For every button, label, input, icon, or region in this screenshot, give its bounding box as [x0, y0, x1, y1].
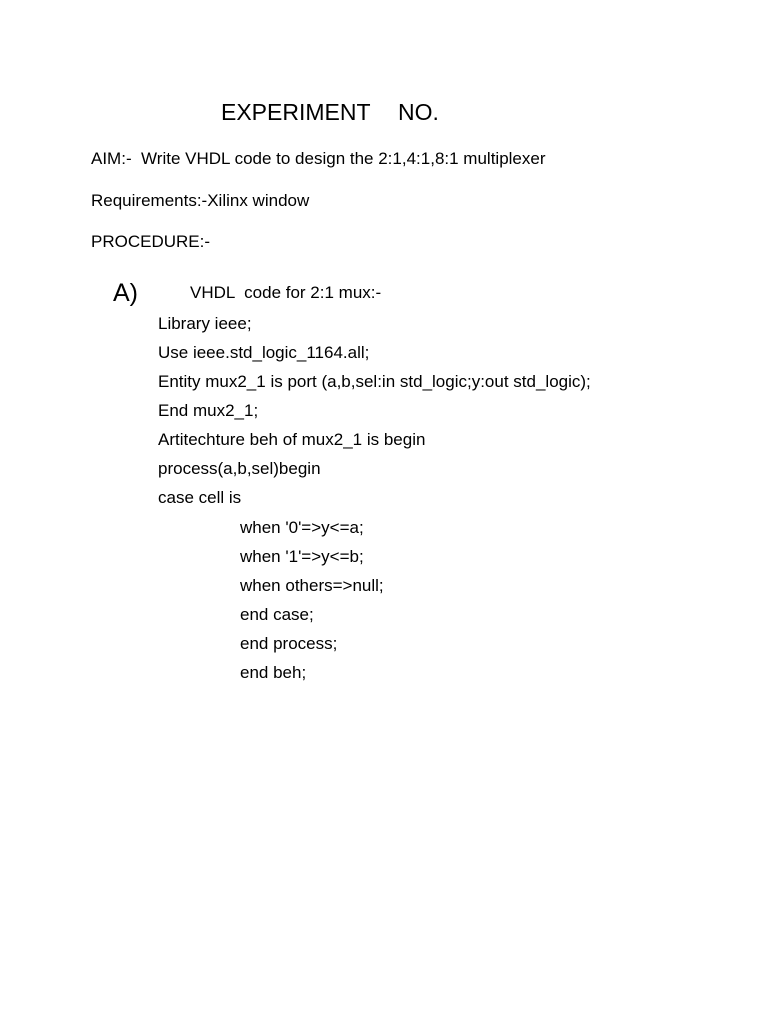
case-line: end case; [240, 605, 314, 624]
code-line: Entity mux2_1 is port (a,b,sel:in std_logic;y:out std_logic); [158, 372, 591, 391]
section-heading: VHDL code for 2:1 mux:- [190, 283, 382, 302]
code-line: Artitechture beh of mux2_1 is begin [158, 430, 426, 449]
case-line: when '1'=>y<=b; [240, 547, 364, 566]
code-line: process(a,b,sel)begin [158, 459, 321, 478]
title-number: NO. [398, 99, 439, 125]
case-line: when '0'=>y<=a; [240, 518, 364, 537]
case-line: end beh; [240, 663, 307, 682]
case-line: end process; [240, 634, 338, 653]
requirements-text: Requirements:-Xilinx window [91, 191, 310, 210]
procedure-heading: PROCEDURE:- [91, 232, 211, 251]
code-line: Library ieee; [158, 314, 252, 333]
title-experiment: EXPERIMENT [221, 99, 371, 125]
code-line: case cell is [158, 488, 242, 507]
section-letter: A) [113, 279, 138, 307]
code-line: End mux2_1; [158, 401, 259, 420]
code-line: Use ieee.std_logic_1164.all; [158, 343, 370, 362]
aim-text: AIM:- Write VHDL code to design the 2:1,4:1,8:1 multiplexer [91, 149, 546, 168]
case-line: when others=>null; [240, 576, 384, 595]
